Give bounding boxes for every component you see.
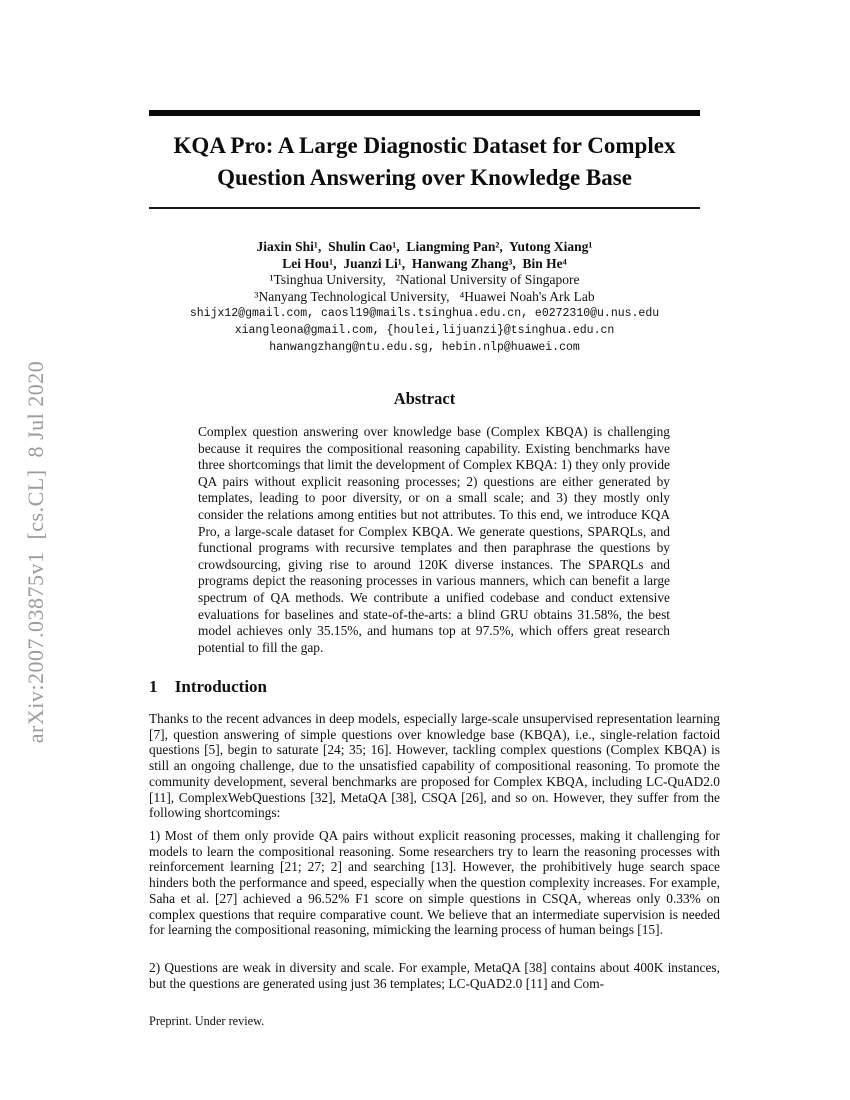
intro-paragraph-2: 1) Most of them only provide QA pairs without explicit reasoning processes, making it challenging for models to learn the compositional reasoning. Some researchers try to learn the reasoning processes with reinforcement learning [21; 27; 2] and searching [13]. However, the prohibitively huge search space hinders both the performance and speed, especially when the question complexity increases. For example, Saha et al. [27] achieved a 96.52% F1 score on simple questions in CSQA, whereas only 0.33% on complex questions that require comparative count. We believe that an intermediate supervision is needed for learning the compositional reasoning, mimicking the learning process of human beings [15]. (149, 828, 720, 938)
arxiv-watermark: arXiv:2007.03875v1 [cs.CL] 8 Jul 2020 (23, 360, 48, 744)
email-line3: hanwangzhang@ntu.edu.sg, hebin.nlp@huawei.com (269, 341, 580, 354)
section-title: Introduction (174, 677, 268, 696)
affiliation-line2: ³Nanyang Technological University, ⁴Huawei Noah's Ark Lab (254, 288, 595, 304)
author-names-line2: Lei Hou¹, Juanzi Li¹, Hanwang Zhang³, Bin He⁴ (282, 255, 567, 271)
paper-title-line1: KQA Pro: A Large Diagnostic Dataset for Complex (173, 133, 676, 158)
author-names-line1: Jiaxin Shi¹, Shulin Cao¹, Liangming Pan², Yutong Xiang¹ (256, 239, 593, 254)
email-line2: xiangleona@gmail.com, {houlei,lijuanzi}@tsinghua.edu.cn (234, 324, 615, 337)
author-block (119, 239, 730, 356)
title-rule-bottom (149, 207, 700, 209)
abstract-text: Complex question answering over knowledge base (Complex KBQA) is challenging because it requires the compositional reasoning capability. Existing benchmarks have three shortcomings that limit the development of Complex KBQA: 1) they only provide QA pairs without explicit reasoning processes; 2) questions are either generated by templates, leading to poor diversity, or on a small scale; and 3) they mostly only consider the relations among entities but not attributes. To this end, we introduce KQA Pro, a large-scale dataset for Complex KBQA. We generate questions, SPARQLs, and functional programs with recursive templates and then paraphrase the questions by crowdsourcing, giving rise to around 120K diverse instances. The SPARQLs and programs depict the reasoning processes in various manners, which can benefit a large spectrum of QA methods. We contribute a unified codebase and conduct extensive evaluations for baselines and state-of-the-arts: a blind GRU obtains 31.58%, the best model achieves only 35.15%, and humans top at 97.5%, which offers great research potential to fill the gap. (198, 424, 670, 655)
footer-note: Preprint. Under review. (149, 1014, 265, 1028)
title-rule-top (149, 110, 700, 116)
affiliation-line1: ¹Tsinghua University, ²National University of Singapore (269, 272, 580, 287)
intro-paragraph-3: 2) Questions are weak in diversity and scale. For example, MetaQA [38] contains about 400K instances, but the questions are generated using just 36 templates; LC-QuAD2.0 [11] and Com- (149, 960, 720, 991)
email-line1: shijx12@gmail.com, caosl19@mails.tsinghua.edu.cn, e0272310@u.nus.edu (189, 307, 660, 320)
paper-title-line2: Question Answering over Knowledge Base (217, 165, 632, 190)
paper-title (124, 130, 725, 194)
section-number: 1 (149, 677, 158, 696)
intro-paragraph-1: Thanks to the recent advances in deep models, especially large-scale unsupervised representation learning [7], question answering of simple questions over knowledge base (KBQA), i.e., single-relation factoid questions [5], begin to saturate [24; 35; 16]. However, tackling complex questions (Complex KBQA) is still an ongoing challenge, due to the unsatisfied capability of compositional reasoning. To promote the community development, several benchmarks are proposed for Complex KBQA, including LC-QuAD2.0 [11], ComplexWebQuestions [32], MetaQA [38], CSQA [26], and so on. However, they suffer from the following shortcomings: (149, 711, 720, 821)
section-heading-introduction (149, 677, 267, 697)
abstract-heading: Abstract (393, 389, 456, 408)
